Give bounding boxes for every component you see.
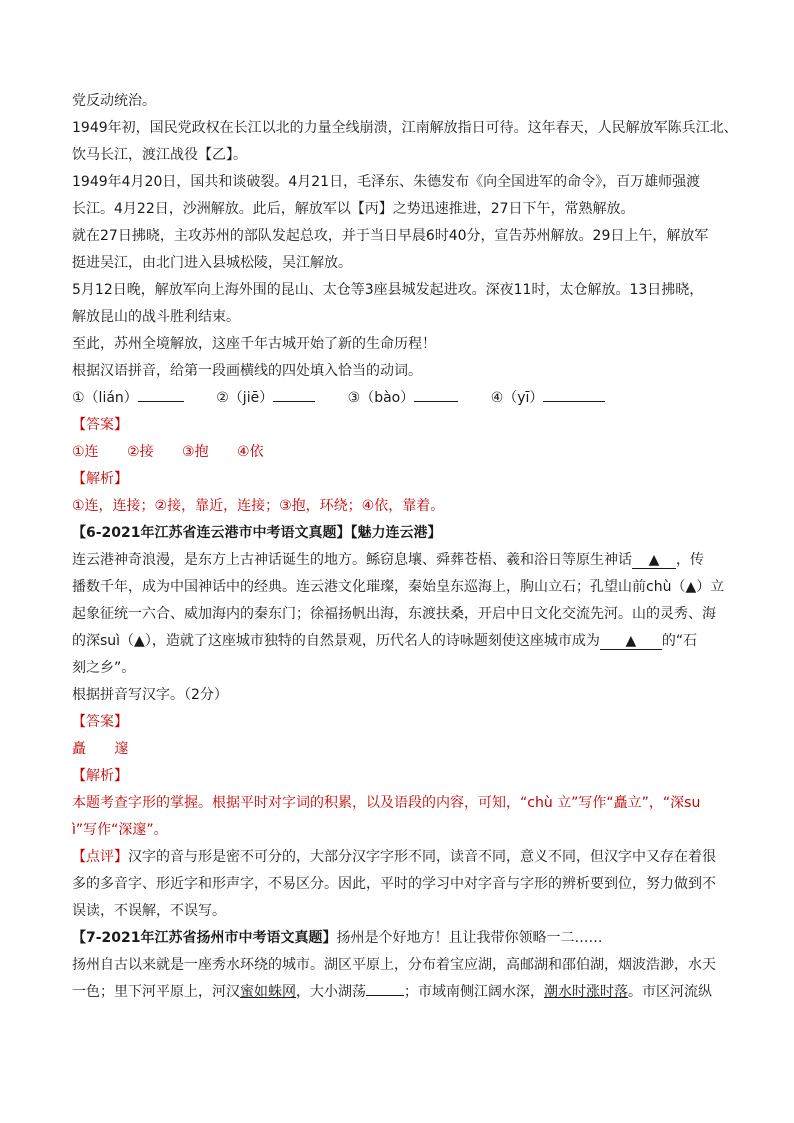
answer-item: 邃 <box>114 741 129 757</box>
triangle-blank[interactable]: ▲ <box>632 552 676 569</box>
text-line: 挺进吴江，由北门进入县城松陵，吴江解放。 <box>72 255 352 271</box>
document-page <box>72 88 738 1006</box>
answer-blank[interactable] <box>138 387 184 402</box>
analysis-label: 【解析】 <box>72 768 128 784</box>
passage-line: 扬州自古以来就是一座秀水环绕的城市。湖区平原上，分布着宝应湖，高邮湖和邵伯湖，烟波浩渺，水天 <box>72 957 716 973</box>
answer-content <box>72 736 732 763</box>
text-line: 党反动统治。 <box>72 93 156 109</box>
text-line: 1949年4月20日，国共和谈破裂。4月21日，毛泽东、朱德发布《向全国进军的命令》，百万雄师强渡 <box>72 174 701 190</box>
passage-line: 的深suì（▲），造就了这座城市独特的自然景观，历代名人的诗咏题刻使这座城市成为 ▲ 的“石 <box>72 633 698 649</box>
pinyin-label: ④（yī） <box>490 390 544 406</box>
text-line: 至此，苏州全境解放，这座千年古城开始了新的生命历程！ <box>72 336 436 352</box>
passage-line: 一色；里下河平原上，河汉蜜如蛛网，大小湖荡 ；市域南侧江阔水深，潮水时涨时落。市区河流纵 <box>72 979 732 1006</box>
answer-blank[interactable] <box>414 387 458 402</box>
text-line: 5月12日晚，解放军向上海外围的昆山、太仓等3座县城发起进攻。深夜11时，太仓解放。13日拂晓， <box>72 282 704 298</box>
text-line: 就在27日拂晓，主攻苏州的部队发起总攻，并于当日早晨6时40分，宣告苏州解放。29日上午，解放军 <box>72 228 709 244</box>
analysis-label: 【解析】 <box>72 471 128 487</box>
text-line: 饮马长江，渡江战役【乙】。 <box>72 147 247 163</box>
text-line: 解放昆山的战斗胜利结束。 <box>72 309 240 325</box>
analysis-text: ì”写作“深邃”。 <box>72 822 168 838</box>
underlined-phrase: 潮水时涨时落 <box>544 984 628 1000</box>
comment-line: 【点评】汉字的音与形是密不可分的，大部分汉字字形不同，读音不同，意义不同，但汉字中又存在着很 <box>72 849 716 865</box>
answer-item: ④依 <box>237 444 264 460</box>
passage-line: 播数千年，成为中国神话中的经典。连云港文化璀璨，秦始皇东巡海上，朐山立石；孔望山前chù（▲）立 <box>72 579 725 595</box>
answer-item: ①连 <box>72 444 99 460</box>
passage-line: 刻之乡”。 <box>72 660 136 676</box>
question-instruction: 根据汉语拼音，给第一段画横线的四处填入恰当的动词。 <box>72 363 422 379</box>
analysis-text: ①连，连接；②接，靠近，连接；③抱，环绕；④依，靠着。 <box>72 498 445 514</box>
question-title-line: 【7-2021年江苏省扬州市中考语文真题】扬州是个好地方！且让我带你领略一二…… <box>72 930 603 946</box>
question-instruction: 根据拼音写汉字。（2分） <box>72 687 228 703</box>
answer-blank[interactable] <box>273 387 315 402</box>
answer-blank[interactable] <box>543 387 605 402</box>
answer-item: 矗 <box>72 741 86 757</box>
triangle-blank[interactable]: ▲ <box>600 633 662 650</box>
text-line: 1949年初，国民党政权在长江以北的力量全线崩溃，江南解放指日可待。这年春天，人民解放军陈兵江北、 <box>72 120 738 136</box>
answer-label: 【答案】 <box>72 714 128 730</box>
passage-line: 起象征统一六合、威加海内的秦东门；徐福扬帆出海，东渡扶桑，开启中日文化交流先河。山的灵秀、海 <box>72 606 716 622</box>
text-line: 长江。4月22日，沙洲解放。此后，解放军以【丙】之势迅速推进，27日下午，常熟解放。 <box>72 201 635 217</box>
underlined-phrase: 蜜如蛛网 <box>240 984 296 1000</box>
answer-label: 【答案】 <box>72 417 128 433</box>
comment-line: 误读，不误解，不误写。 <box>72 903 226 919</box>
comment-label: 【点评】 <box>72 849 128 865</box>
analysis-text: 本题考查字形的掌握。根据平时对字词的积累，以及语段的内容，可知，“chù 立”写作“矗立”，“深su <box>72 795 701 811</box>
question-title: 【6-2021年江苏省连云港市中考语文真题】【魅力连云港】 <box>72 525 442 541</box>
question-title: 【7-2021年江苏省扬州市中考语文真题】 <box>72 930 337 946</box>
passage-line: 连云港神奇浪漫，是东方上古神话诞生的地方。鲧窃息壤、舜葬苍梧、羲和浴日等原生神话 ▲ ，传 <box>72 552 704 568</box>
pinyin-label: ②（jiē） <box>216 390 274 406</box>
answer-blank[interactable] <box>366 981 404 996</box>
pinyin-blanks-row <box>72 385 732 412</box>
answer-content <box>72 439 732 466</box>
pinyin-label: ①（lián） <box>72 390 138 406</box>
pinyin-label: ③（bào） <box>347 390 415 406</box>
comment-line: 多的多音字、形近字和形声字，不易区分。因此，平时的学习中对字音与字形的辨析要到位，努力做到不 <box>72 876 716 892</box>
answer-item: ③抱 <box>182 444 209 460</box>
answer-item: ②接 <box>127 444 154 460</box>
